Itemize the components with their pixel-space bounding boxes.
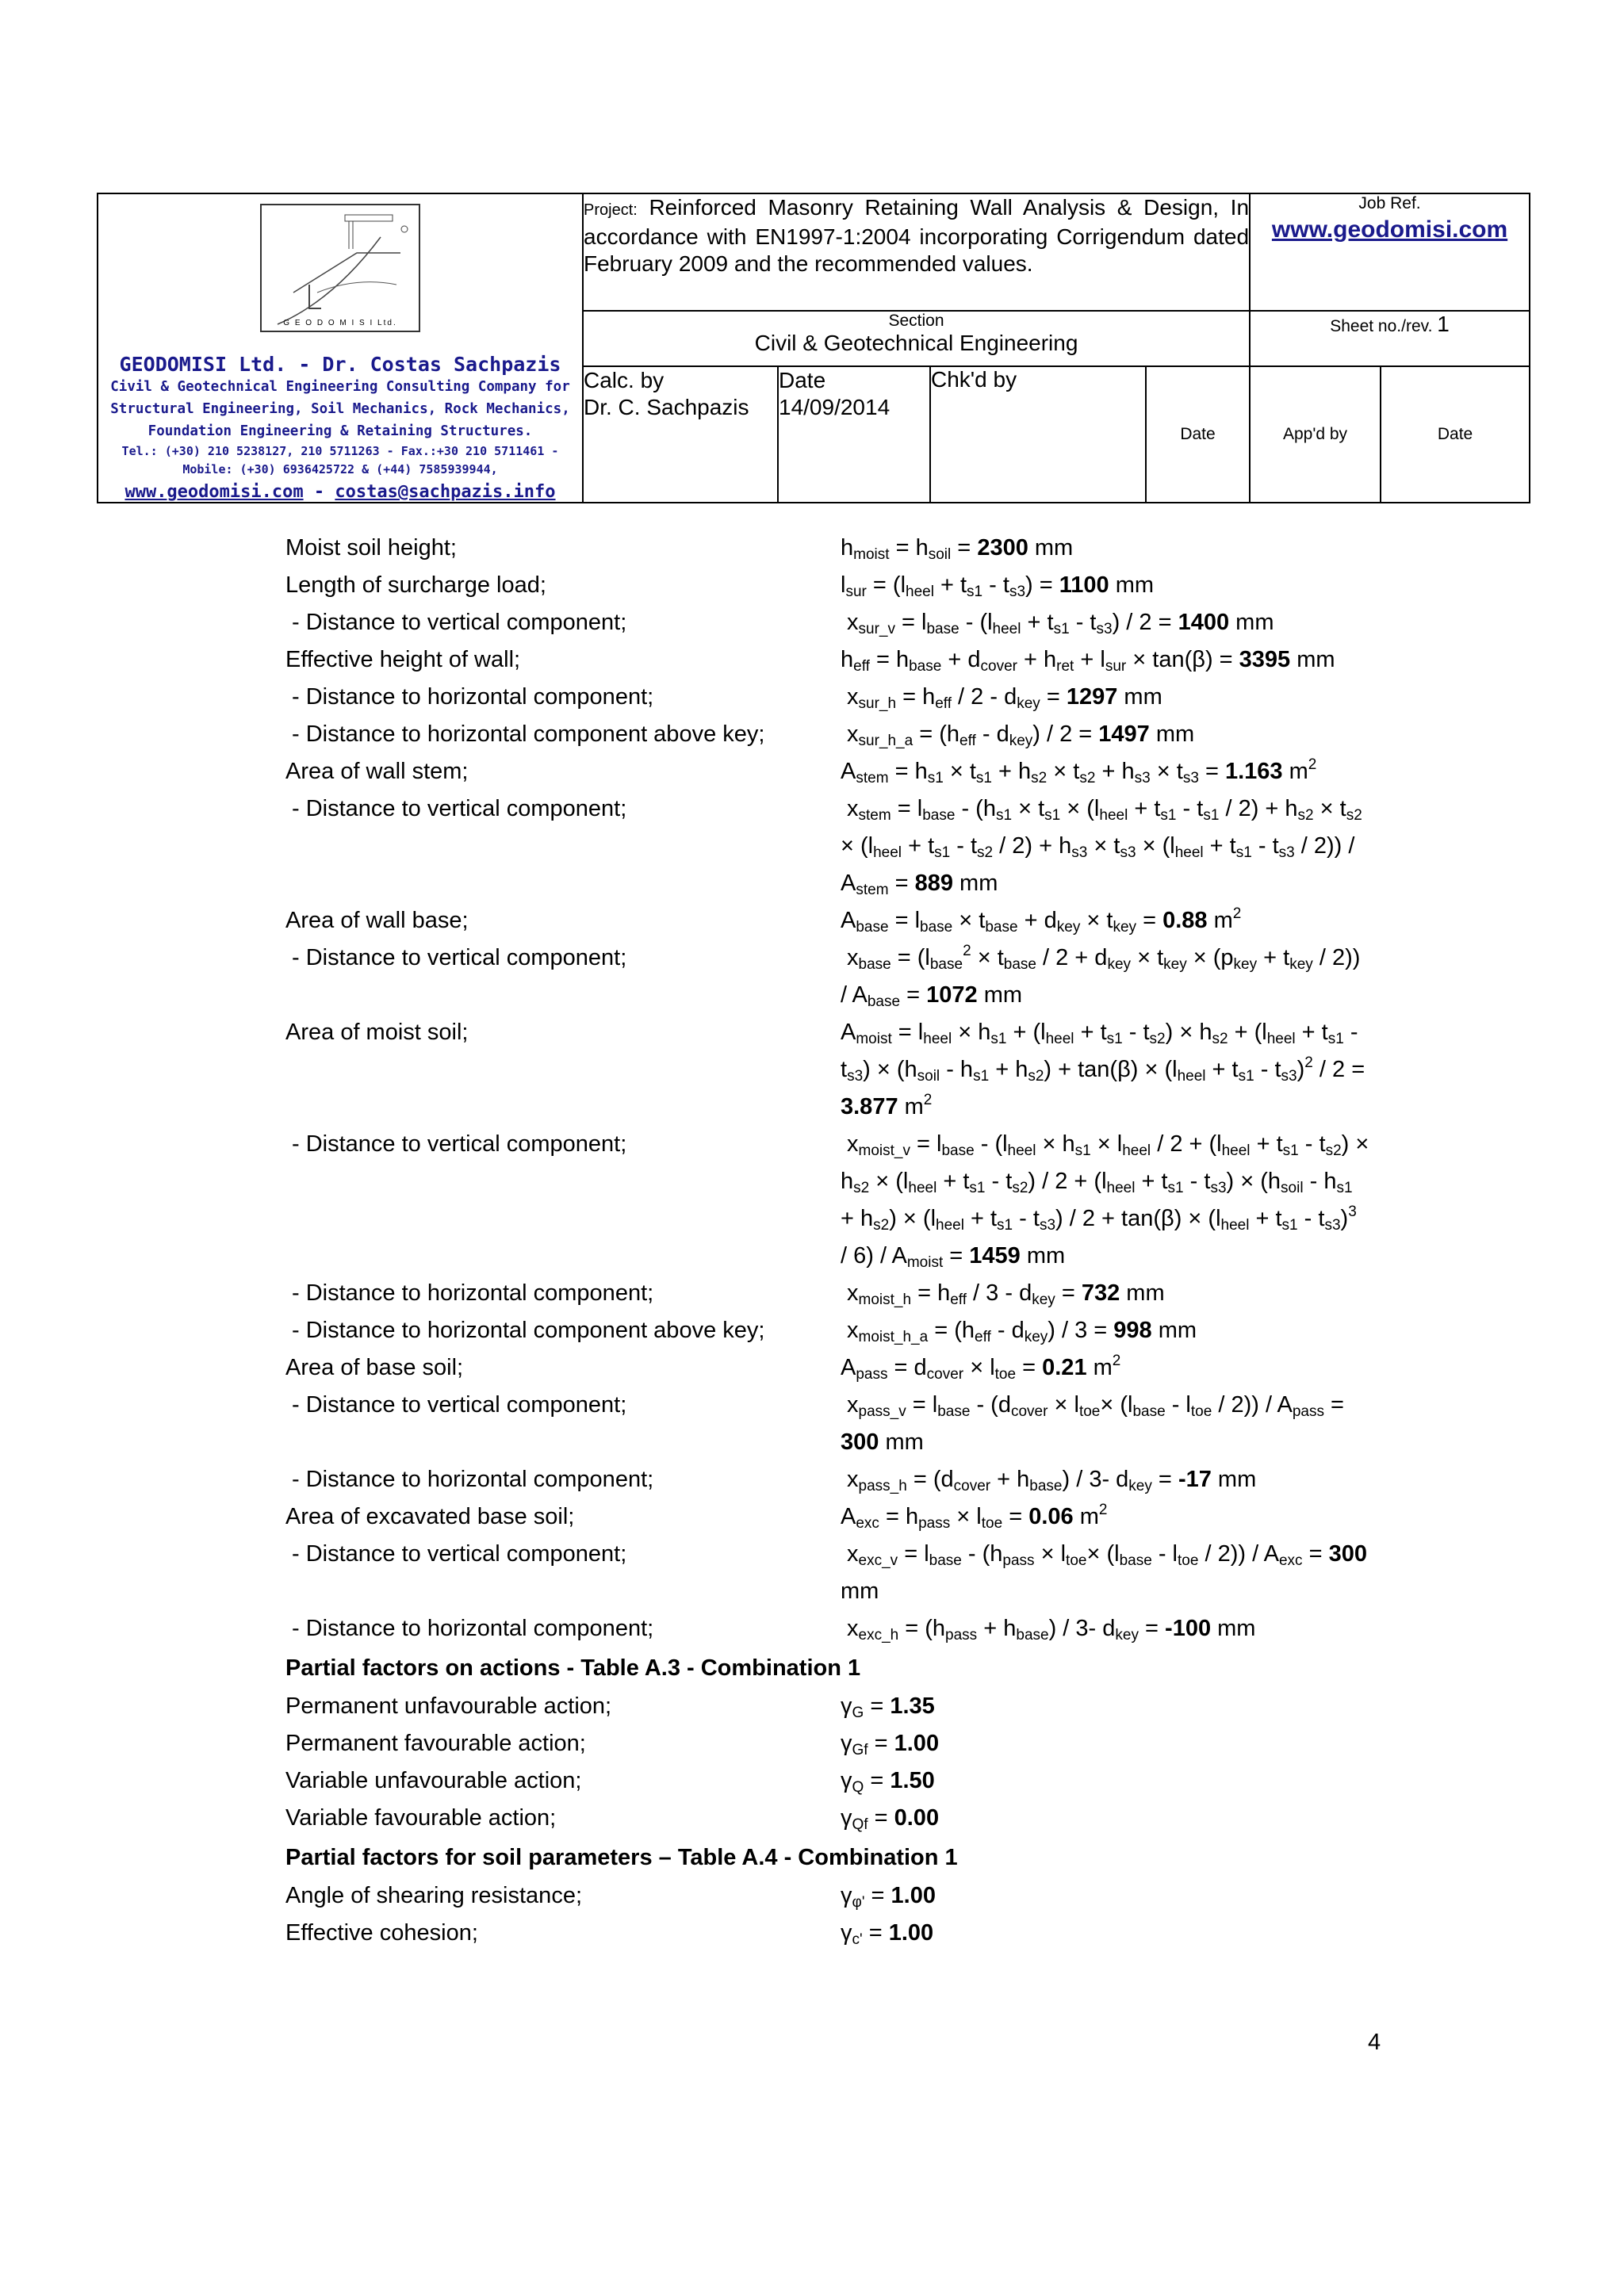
- date-value: 14/09/2014: [779, 395, 891, 420]
- calc-row-label: [285, 1200, 841, 1238]
- calc-row-label: - Distance to vertical component;: [292, 1131, 627, 1157]
- section-label: Section: [888, 311, 944, 330]
- calc-by-cell: [583, 366, 778, 503]
- calc-row: [285, 1051, 1443, 1089]
- calc-row-equation: $A_{base} = l_{base} \times t_{base} + d_{key} \times t_{key} = 0.88$ $m^2$: [841, 905, 1242, 936]
- calc-row-equation: $l_{sur} = (l_{heel} + t_{s1} - t_{s3}) = 1100$ mm: [841, 572, 1155, 600]
- company-logo: [260, 204, 420, 332]
- calc-row-label: Area of wall stem;: [285, 759, 469, 784]
- calc-row: [285, 977, 1443, 1014]
- calc-row: [285, 902, 1443, 939]
- calc-row: [285, 1238, 1443, 1275]
- calc-row-equation: $x_{pass\_v} = l_{base} - (d_{cover} \times l_{toe}\times (l_{base} - l_{toe} / 2)) / A_{pass}$ =: [847, 1392, 1344, 1420]
- calc-row-equation: + $h_{s2}) \times (l_{heel} + t_{s1} - t_{s3}) / 2 + \tan(\beta) \times (l_{heel} + t_{s1} - t_{s3})^3$: [841, 1203, 1357, 1234]
- calc-row-label: - Distance to vertical component;: [292, 796, 627, 821]
- project-text: Reinforced Masonry Retaining Wall Analysis & Design, In accordance with EN1997-1:2004 incorporating Corrigendum dated February 2009 and the recommended values.: [584, 195, 1250, 276]
- calc-row-label: [285, 1238, 841, 1275]
- chkd-cell: [930, 366, 1146, 503]
- calculation-body: [285, 530, 1443, 1952]
- calc-row-equation: $x_{sur\_h} = h_{eff} / 2 - d_{key} = 1297$ mm: [847, 684, 1162, 712]
- calc-row-equation: $x_{moist\_v} = l_{base} - (l_{heel} \times h_{s1} \times l_{heel} / 2 + (l_{heel} + t_{s1} - t_{s2})$ ×: [847, 1131, 1369, 1159]
- calc-row-equation: $A_{exc} = h_{pass} \times l_{toe} = 0.06$ $m^2$: [841, 1502, 1108, 1532]
- calc-row-equation: $A_{stem} = 889$ mm: [841, 871, 998, 898]
- calc-row: [285, 865, 1443, 902]
- calc-row-equation: $x_{exc\_h} = (h_{pass} + h_{base}) / 3-$ $d_{key} = -100$ mm: [847, 1616, 1256, 1644]
- calc-row-equation: × $(l_{heel} + t_{s1} - t_{s2} / 2) + h_{s3} \times t_{s3} \times (l_{heel} + t_{s1} - t_{s3} / 2)$) /: [841, 833, 1355, 861]
- calc-row-equation: $x_{sur\_v} = l_{base} - (l_{heel} + t_{s1} - t_{s3}) / 2 = 1400$ mm: [847, 610, 1274, 637]
- calc-row: [285, 1014, 1443, 1051]
- calc-row-equation: $\gamma_{Qf} = 0.00$: [841, 1805, 940, 1833]
- calc-row-equation: mm: [841, 1578, 879, 1604]
- calc-rows: [285, 530, 1443, 1647]
- date3-label: Date: [1437, 425, 1473, 444]
- calc-row: [285, 1688, 1443, 1725]
- calc-row-label: [285, 865, 841, 902]
- calc-row-label: [285, 1163, 841, 1200]
- calc-row-equation: / $A_{base} = 1072$ mm: [841, 982, 1023, 1010]
- company-cell: [98, 193, 583, 503]
- calc-row-label: Variable unfavourable action;: [285, 1768, 582, 1793]
- sheet-value: 1: [1437, 311, 1450, 336]
- calc-row: [285, 1498, 1443, 1536]
- date-label: Date: [779, 368, 826, 393]
- calc-row-label: Area of excavated base soil;: [285, 1504, 575, 1529]
- calc-by-value: Dr. C. Sachpazis: [584, 395, 749, 420]
- calc-row-label: - Distance to horizontal component;: [292, 684, 654, 710]
- calc-row: [285, 1725, 1443, 1762]
- website-link[interactable]: www.geodomisi.com: [124, 482, 304, 502]
- sheet-cell: [1250, 311, 1530, 367]
- date3-cell: [1381, 366, 1530, 503]
- calc-row-label: - Distance to horizontal component;: [292, 1467, 654, 1492]
- calc-row: [285, 641, 1443, 679]
- calc-row-equation: $x_{base} = (l_{base}^2 \times t_{base} / 2 + d_{key} \times t_{key} \times (p_{key} + t_{key} / 2))$: [847, 943, 1361, 973]
- calc-row-equation: $h_{eff} = h_{base} + d_{cover} + h_{ret} + l_{sur} \times \tan(\beta) = 3395$ mm: [841, 647, 1335, 675]
- calc-row: [285, 1762, 1443, 1800]
- calc-row-equation: $x_{pass\_h} = (d_{cover} + h_{base}) / 3-$ $d_{key} = -17$ mm: [847, 1467, 1257, 1494]
- company-line-3: Foundation Engineering & Retaining Structures.: [147, 423, 533, 439]
- jobref-label: Job Ref.: [1358, 194, 1421, 212]
- calc-row-label: Length of surcharge load;: [285, 572, 546, 598]
- logo-caption: G E O D O M I S I Ltd.: [283, 319, 397, 327]
- calc-row-label: Effective height of wall;: [285, 647, 521, 672]
- section-heading-soil: Partial factors for soil parameters – Table A.4 - Combination 1: [285, 1845, 958, 1870]
- calc-row-label: Moist soil height;: [285, 535, 457, 561]
- calc-row: [285, 939, 1443, 977]
- calc-row-label: Angle of shearing resistance;: [285, 1883, 582, 1908]
- calc-row-equation: $h_{moist} = h_{soil} = 2300$ mm: [841, 535, 1074, 563]
- calc-row: [285, 679, 1443, 716]
- calc-row-label: - Distance to vertical component;: [292, 945, 627, 970]
- date-cell: [778, 366, 930, 503]
- soil-factors: [285, 1877, 1443, 1952]
- calc-row: [285, 1349, 1443, 1387]
- calc-row: [285, 1877, 1443, 1915]
- calc-row-label: Area of base soil;: [285, 1355, 464, 1380]
- calc-row-label: - Distance to horizontal component above key;: [292, 1318, 765, 1343]
- calc-row: [285, 1915, 1443, 1952]
- calc-row-label: [285, 828, 841, 865]
- sheet-label: Sheet no./rev.: [1330, 316, 1433, 335]
- company-line-2: Structural Engineering, Soil Mechanics, Rock Mechanics,: [110, 401, 570, 417]
- calc-row: [285, 1573, 1443, 1610]
- calc-row-label: Variable favourable action;: [285, 1805, 557, 1831]
- calc-row-label: [285, 1051, 841, 1089]
- company-line-1: Civil & Geotechnical Engineering Consulting Company for: [110, 379, 570, 395]
- calc-row: [285, 828, 1443, 865]
- link-separator: -: [313, 482, 325, 502]
- calc-row: [285, 1163, 1443, 1200]
- calc-row-label: - Distance to vertical component;: [292, 1541, 627, 1567]
- calc-row-label: Area of moist soil;: [285, 1020, 469, 1045]
- calc-row-label: Effective cohesion;: [285, 1920, 478, 1946]
- calc-row: [285, 1800, 1443, 1837]
- page-number: 4: [1368, 2030, 1381, 2055]
- calc-row-equation: $\gamma_Q = 1.50$: [841, 1768, 935, 1796]
- chkd-label: Chk'd by: [931, 367, 1017, 392]
- appd-cell: [1250, 366, 1381, 503]
- calc-row: [285, 1424, 1443, 1461]
- jobref-cell: [1250, 193, 1530, 311]
- calc-row: [285, 604, 1443, 641]
- calc-row-equation: $h_{s2} \times (l_{heel} + t_{s1} - t_{s2}) / 2 + (l_{heel} + t_{s1} - t_{s3}) \times (h_{soil} - h_{s1}$: [841, 1169, 1353, 1196]
- calc-row: [285, 1610, 1443, 1647]
- calc-row-equation: 300 mm: [841, 1429, 924, 1455]
- calc-row-equation: $x_{moist\_h\_a} = (h_{eff} - d_{key}) / 3 = 998$ mm: [847, 1318, 1197, 1345]
- calc-row-equation: 3.877 $m^2$: [841, 1092, 933, 1119]
- calc-row-equation: $A_{stem} = h_{s1} \times t_{s1} + h_{s2} \times t_{s2} + h_{s3} \times t_{s3} = 1.163$ $m^2$: [841, 756, 1317, 786]
- calc-row-label: Permanent favourable action;: [285, 1731, 586, 1756]
- calc-row-equation: $\gamma_{Gf} = 1.00$: [841, 1731, 940, 1758]
- calc-row-label: - Distance to vertical component;: [292, 610, 627, 635]
- calc-row-label: [285, 1424, 841, 1461]
- company-name: GEODOMISI Ltd. - Dr. Costas Sachpazis: [119, 353, 561, 376]
- appd-label: App'd by: [1282, 425, 1348, 444]
- calc-row: [285, 716, 1443, 753]
- calc-row: [285, 1200, 1443, 1238]
- contact-line-2: Mobile: (+30) 6936425722 & (+44) 7585939944,: [182, 462, 498, 476]
- calc-row: [285, 530, 1443, 567]
- calc-row: [285, 1275, 1443, 1312]
- calc-row-label: [285, 977, 841, 1014]
- calc-row-equation: / $6) / A_{moist} = 1459$ mm: [841, 1243, 1066, 1271]
- contact-line-1: Tel.: (+30) 210 5238127, 210 5711263 - Fax.:+30 210 5711461 -: [121, 444, 559, 458]
- calc-row: [285, 1089, 1443, 1126]
- calc-row: [285, 790, 1443, 828]
- header-table: [97, 193, 1530, 503]
- calc-row: [285, 753, 1443, 790]
- calc-row: [285, 1312, 1443, 1349]
- calc-row-equation: $A_{moist} = l_{heel} \times h_{s1} + (l_{heel} + t_{s1} - t_{s2}) \times h_{s2} + (l_{heel} + t_{s1}$ -: [841, 1020, 1358, 1047]
- project-label: Project:: [584, 201, 638, 219]
- calc-row-equation: $\gamma_G = 1.35$: [841, 1693, 935, 1721]
- calc-row-label: Permanent unfavourable action;: [285, 1693, 612, 1719]
- calc-row-label: - Distance to horizontal component;: [292, 1616, 654, 1641]
- calc-row-equation: $t_{s3}) \times (h_{soil} - h_{s1} + h_{s2}) + \tan(\beta) \times (l_{heel} + t_{s1} - t_{s3})^2 / 2$ =: [841, 1054, 1365, 1085]
- email-link[interactable]: costas@sachpazis.info: [335, 482, 556, 502]
- actions-factors: [285, 1688, 1443, 1837]
- date2-label: Date: [1180, 425, 1216, 444]
- calc-row-label: [285, 1089, 841, 1126]
- section-value: Civil & Geotechnical Engineering: [754, 330, 1078, 355]
- calc-row-equation: $\gamma_{\varphi'} = 1.00$: [841, 1883, 936, 1911]
- calc-row-equation: $x_{sur\_h\_a} = (h_{eff} - d_{key}) / 2 = 1497$ mm: [847, 721, 1195, 749]
- calc-row: [285, 1387, 1443, 1424]
- calc-row: [285, 1461, 1443, 1498]
- calc-row-equation: $x_{stem} = l_{base} - (h_{s1} \times t_{s1} \times (l_{heel} + t_{s1} - t_{s1} / 2) + h_{s2} \times t_{s2}$: [847, 796, 1362, 824]
- calc-row: [285, 567, 1443, 604]
- calc-row-label: - Distance to horizontal component above key;: [292, 721, 765, 747]
- project-cell: [583, 193, 1250, 311]
- calc-row-equation: $\gamma_{c'} = 1.00$: [841, 1920, 934, 1948]
- calc-row-label: - Distance to vertical component;: [292, 1392, 627, 1418]
- company-links: [98, 482, 582, 502]
- calc-row-equation: $x_{exc\_v} = l_{base} - (h_{pass} \times l_{toe}\times (l_{base} - l_{toe} / 2)) / A_{exc} = 300$: [847, 1541, 1367, 1569]
- calc-row: [285, 1126, 1443, 1163]
- jobref-link[interactable]: www.geodomisi.com: [1271, 216, 1508, 243]
- section-heading-actions: Partial factors on actions - Table A.3 - Combination 1: [285, 1655, 861, 1681]
- calc-row-label: [285, 1573, 841, 1610]
- calc-row-equation: $x_{moist\_h} = h_{eff} / 3 - d_{key} = 732$ mm: [847, 1280, 1165, 1308]
- calc-row-label: Area of wall base;: [285, 908, 469, 933]
- calc-row-label: - Distance to horizontal component;: [292, 1280, 654, 1306]
- section-cell: [583, 311, 1250, 367]
- calc-by-label: Calc. by: [584, 368, 665, 393]
- date2-cell: [1146, 366, 1250, 503]
- calc-row-equation: $A_{pass} = d_{cover} \times l_{toe} = 0.21$ $m^2$: [841, 1353, 1121, 1383]
- calc-row: [285, 1536, 1443, 1573]
